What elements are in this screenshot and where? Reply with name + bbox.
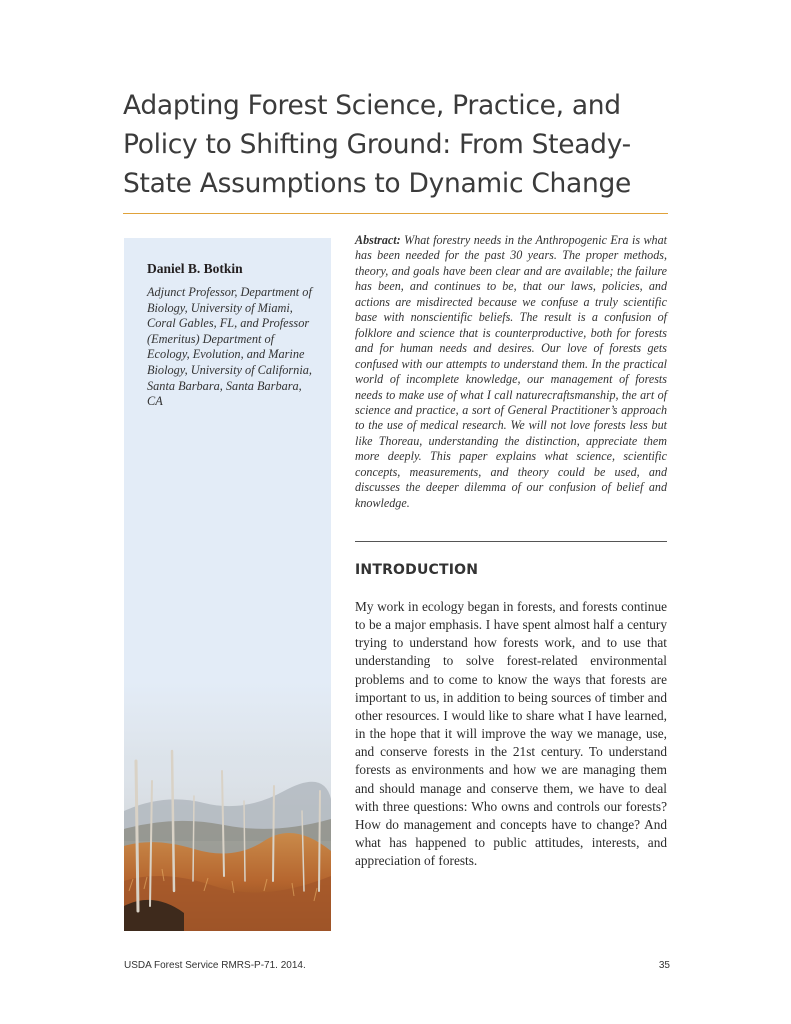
paper-title: Adapting Forest Science, Practice, and Policy to Shifting Ground: From Steady-State Assumptions to Dynamic Change (123, 90, 632, 199)
author-affiliation: Adjunct Professor, Department of Biology, University of Miami, Coral Gables, FL, and Professor (Emeritus) Department of Ecology, Evolution, and Marine Biology, University of California, Santa Barbara, Santa Barbara, CA (147, 285, 312, 409)
author-name: Daniel B. Botkin (147, 261, 243, 276)
abstract-text: What forestry needs in the Anthropogenic Era is what has been needed for the past 30 years. The proper methods, theory, and goals have been clear and are available; the failure has been, and continues to be, that our laws, policies, and actions are misdirected because we confuse a truly scientific base with nonscientific beliefs. The result is a confusion of folklore and science that is counterproductive, both for forests and for human needs and desires. Our love of forests gets confused with our attempts to understand them. In the practical world of incomplete knowledge, our management of forests needs to make use of what I call naturecraftsmanship, the art of science and practice, a sort of General Practitioner’s approach to the use of medical research. We will not love forests less but like Thoreau, understanding the distinction, appreciate them more deeply. This paper explains what science, scientific concepts, measurements, and theory could be used, and discusses the deeper dilemma of our confusion of belief and knowledge. (355, 233, 667, 510)
section-heading-introduction: INTRODUCTION (355, 562, 479, 578)
introduction-paragraph: My work in ecology began in forests, and forests continue to be a major emphasis. I have spent almost half a century trying to understand how forests work, and to use that understanding to solve forest-related environmental problems and to come to know the ways that forests are important to us, in addition to being sources of timber and other resources. I would like to share what I have learned, in the hope that it will improve the way we manage, use, and conserve forests in the 21st century. To understand forests as environments and how we are managing them and should manage and conserve them, we have to deal with three questions: Who owns and controls our forests? How do management and concepts have to change? And what has happened to public attitudes, interests, and appreciation of forests. (355, 599, 667, 869)
abstract (355, 233, 667, 511)
abstract-divider (355, 541, 667, 542)
burned-forest-photo (124, 741, 331, 931)
page-number: 35 (658, 960, 670, 971)
abstract-label: Abstract: (355, 233, 401, 247)
footer-citation: USDA Forest Service RMRS-P-71. 2014. (124, 960, 306, 971)
title-divider (123, 213, 668, 214)
